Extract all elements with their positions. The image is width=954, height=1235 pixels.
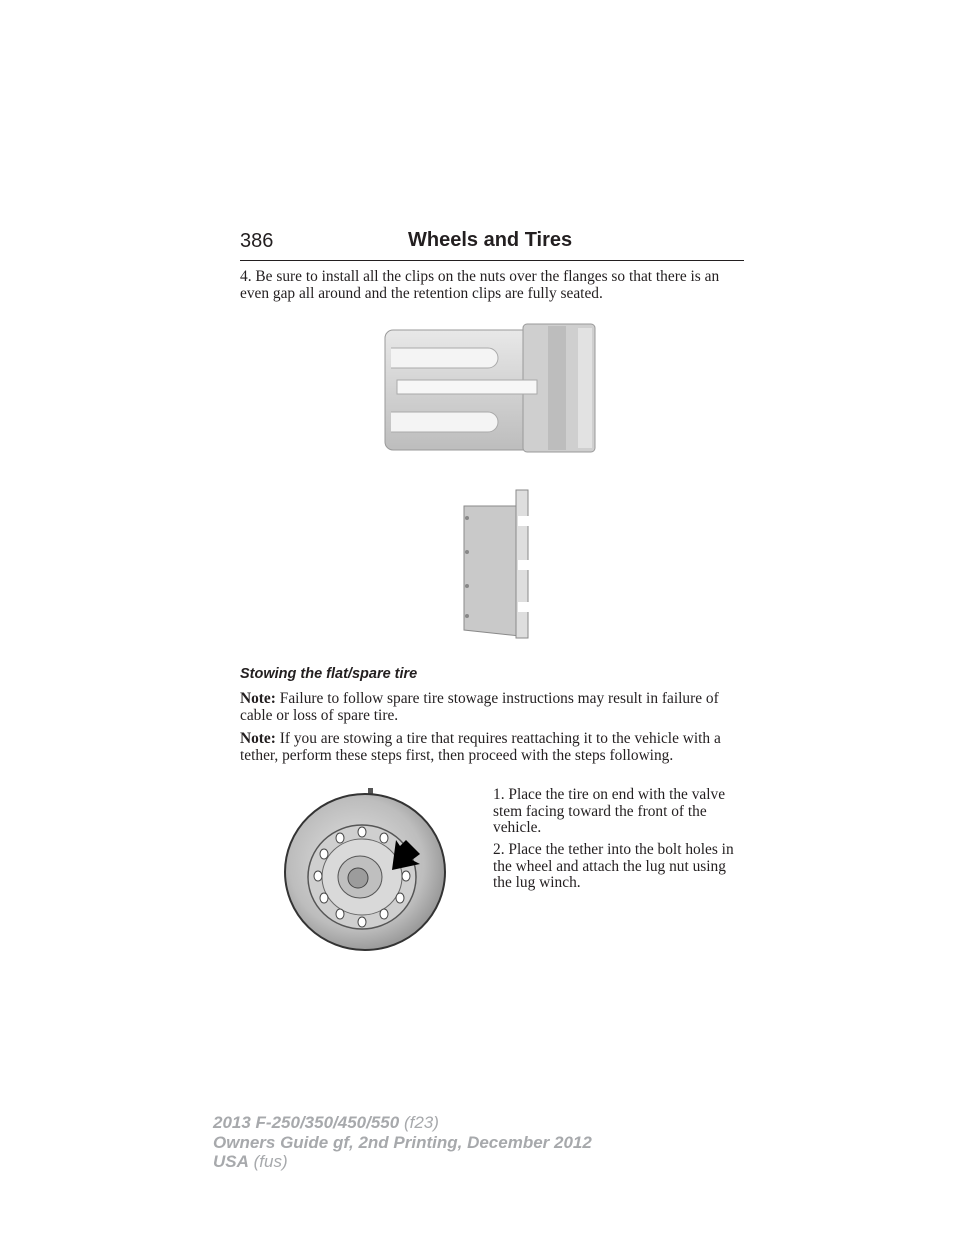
lug-nut-illustration [383, 322, 599, 454]
note-1 [240, 691, 744, 724]
note-2 [240, 731, 744, 764]
step-4-text: 4. Be sure to install all the clips on the nuts over the flanges so that there is an even gap all around and the retention clips are fully seated. [240, 268, 720, 302]
page-number: 386 [240, 230, 274, 252]
footer-market-code: (fus) [248, 1152, 288, 1171]
section-title: Wheels and Tires [408, 229, 573, 251]
step-1-text: 1. Place the tire on end with the valve stem facing toward the front of the vehicle. [493, 786, 726, 836]
page-header [240, 228, 744, 261]
note-1-text: Failure to follow spare tire stowage instructions may result in failure of cable or loss of spare tire. [240, 690, 719, 724]
footer-model: 2013 F-250/350/450/550 [213, 1113, 400, 1132]
footer-model-code: (f23) [399, 1113, 439, 1132]
footer-line-1 [213, 1113, 592, 1133]
note-2-label: Note: [240, 730, 276, 747]
footer-line-3 [213, 1152, 592, 1172]
step-2-text: 2. Place the tether into the bolt holes in the wheel and attach the lug nut using the lug winch. [493, 841, 734, 891]
footer-market: USA [213, 1152, 249, 1171]
spare-tire-illustration [282, 786, 448, 954]
note-2-text: If you are stowing a tire that requires reattaching it to the vehicle with a tether, perform these steps first, then proceed with the steps following. [240, 730, 721, 764]
footer-line-2: Owners Guide gf, 2nd Printing, December 2012 [213, 1132, 592, 1152]
stowing-heading: Stowing the flat/spare tire [240, 666, 418, 682]
retention-clip-illustration [458, 488, 532, 640]
footer [213, 1113, 592, 1172]
note-1-label: Note: [240, 690, 276, 707]
